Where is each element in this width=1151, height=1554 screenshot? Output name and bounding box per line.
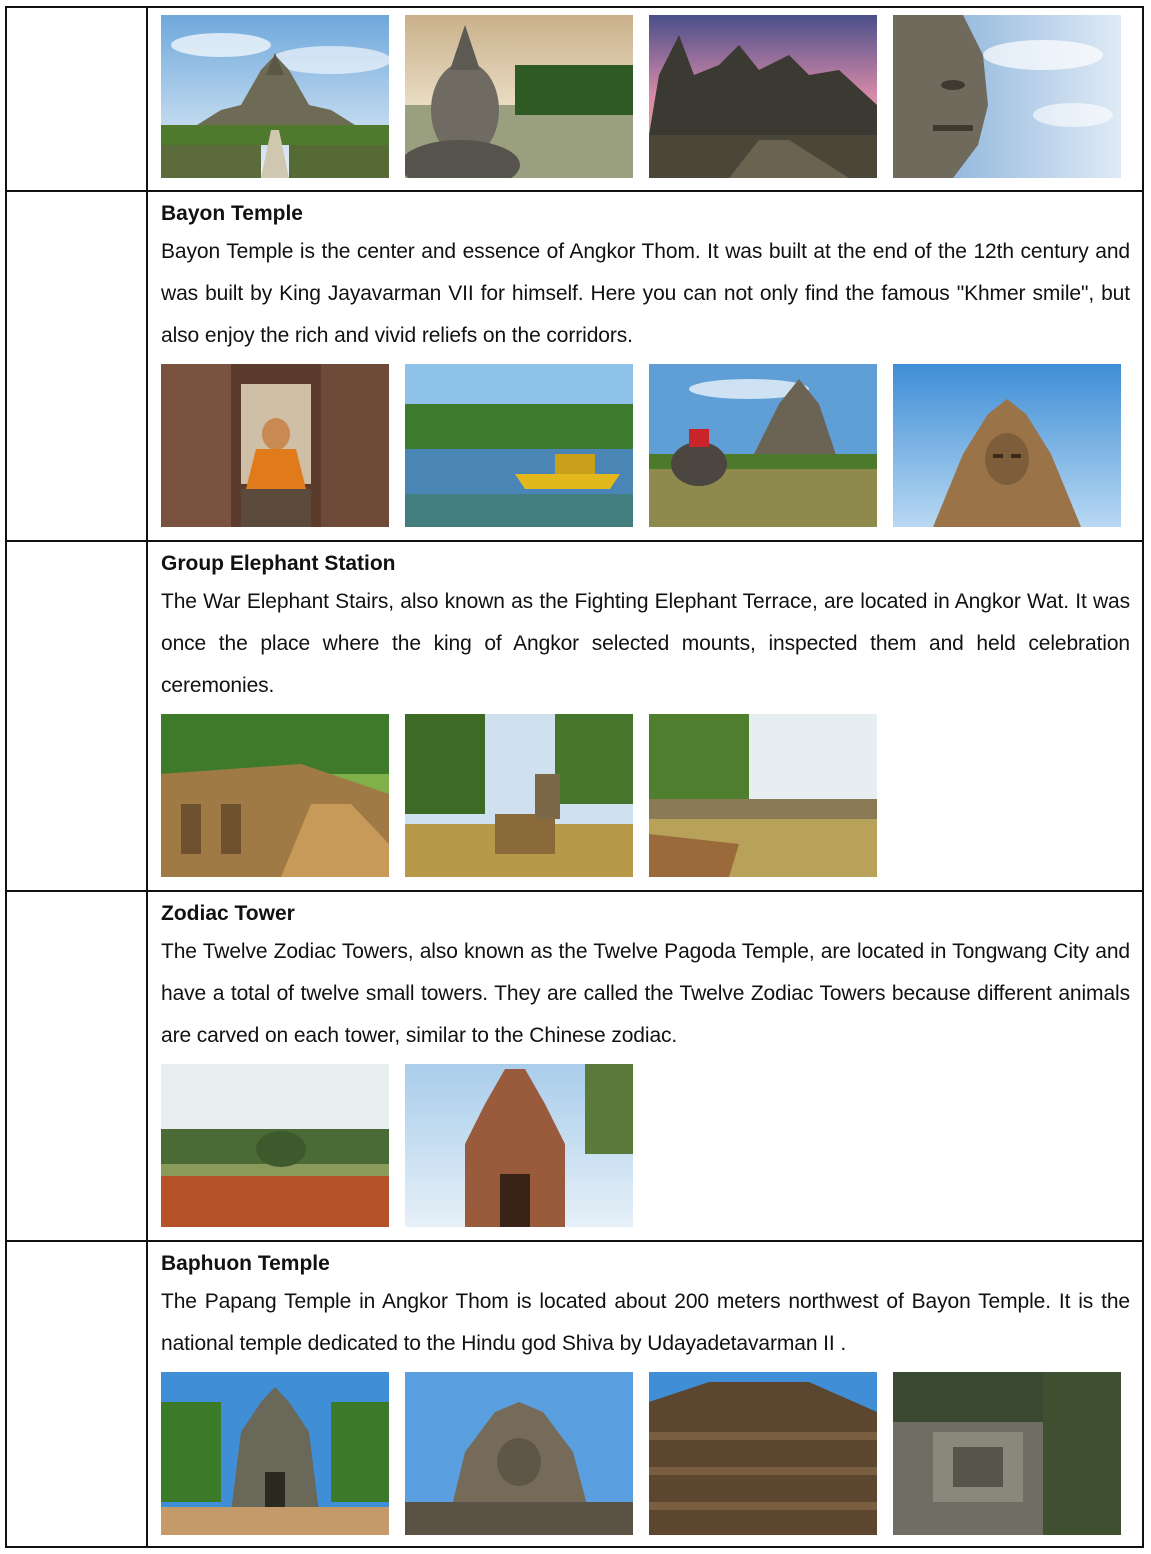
table-row [6,1241,1143,1547]
row-content-cell [147,7,1143,191]
itinerary-table [5,6,1144,1548]
row-label-cell [6,891,147,1241]
row-label-cell [6,541,147,891]
stone-face-sky-photo [405,1372,633,1535]
table-row [6,7,1143,191]
bayon-sunset-towers-photo [649,15,877,178]
elephant-ride-photo [649,364,877,527]
table-row [6,541,1143,891]
place-title: Bayon Temple [161,202,303,225]
place-description: Bayon Temple is the center and essence of Angkor Thom. It was built at the end of the 12th century and was built by King Jayavarman VII for himself. Here you can not only find the famous "Khmer smile", but also enjoy the rich and vivid reliefs on the corridors. [161,240,1130,347]
elephant-terrace-stairs-photo [161,714,389,877]
bayon-stone-face-photo [893,15,1121,178]
row-label-cell [6,191,147,541]
bayon-towers-photo [161,15,389,178]
angkor-gate-photo [161,1372,389,1535]
row-label-cell [6,7,147,191]
photo-strip [161,714,1130,877]
photo-strip [161,1064,1130,1227]
terrace-ruins-photo [405,714,633,877]
place-title: Baphuon Temple [161,1252,330,1275]
baphuon-pyramid-photo [649,1372,877,1535]
baphuon-aerial-photo [893,1372,1121,1535]
photo-strip [161,15,1130,178]
photo-strip [161,364,1130,527]
zodiac-tower-photo [405,1064,633,1227]
monk-statue-photo [161,364,389,527]
row-content-cell [147,191,1143,541]
row-content-cell [147,541,1143,891]
terrace-field-photo [649,714,877,877]
place-title: Zodiac Tower [161,902,295,925]
row-content-cell [147,891,1143,1241]
place-title: Group Elephant Station [161,552,396,575]
photo-strip [161,1372,1130,1535]
stone-face-tower-photo [893,364,1121,527]
row-label-cell [6,1241,147,1547]
place-description: The Twelve Zodiac Towers, also known as the Twelve Pagoda Temple, are located in Tongwang City and have a total of twelve small towers. They are called the Twelve Zodiac Towers because different animals are carved on each tower, similar to the Chinese zodiac. [161,940,1130,1047]
row-content-cell [147,1241,1143,1547]
table-row [6,891,1143,1241]
zodiac-field-photo [161,1064,389,1227]
stone-guardian-head-photo [405,15,633,178]
table-row [6,191,1143,541]
place-description: The Papang Temple in Angkor Thom is located about 200 meters northwest of Bayon Temple. It is the national temple dedicated to the Hindu god Shiva by Udayadetavarman II . [161,1290,1130,1355]
place-description: The War Elephant Stairs, also known as the Fighting Elephant Terrace, are located in Angkor Wat. It was once the place where the king of Angkor selected mounts, inspected them and held celebration ceremonies. [161,590,1130,697]
royal-boat-photo [405,364,633,527]
